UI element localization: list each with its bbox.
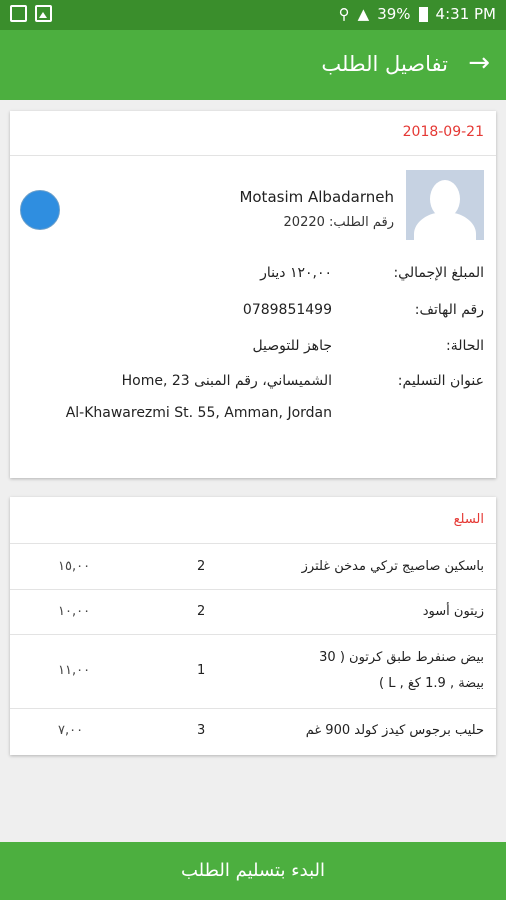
item-name: حليب برجوس كيدز كولد 900 غم [305,723,484,738]
divider [10,589,496,590]
divider [10,155,496,156]
total-label: المبلغ الإجمالي: [393,265,484,281]
phone-label: رقم الهاتف: [414,302,484,318]
item-price: ٧,٠٠ [58,723,84,738]
address-label: عنوان التسليم: [397,373,484,389]
avatar-shoulders [414,212,476,240]
item-price: ١٠,٠٠ [58,604,91,619]
start-delivery-button[interactable]: البدء بتسليم الطلب [0,842,506,900]
divider [10,543,496,544]
status-label: الحالة: [446,338,484,354]
battery-percent: 39% [377,5,411,23]
item-name: بيض صنفرط طبق كرتون ( 30 [319,650,484,665]
item-name-line2: بيضة , 1.9 كغ , L ) [379,676,484,691]
divider [10,708,496,709]
status-value: جاهز للتوصيل [252,338,332,354]
address-value: الشميساني، رقم المبنى Home, 23 [121,373,332,389]
divider [10,634,496,635]
item-quantity: 1 [197,663,206,678]
battery-icon [419,7,428,22]
image-notification-icon [35,5,52,22]
address-value-line2: Al-Khawarezmi St. 55, Amman, Jordan [65,405,332,421]
signal-icon: ▲ [357,5,370,23]
page-title: تفاصيل الطلب [321,52,448,76]
order-card [10,111,496,478]
share-notification-icon [10,5,27,22]
back-arrow-icon[interactable]: → [468,48,490,78]
item-price: ١٥,٠٠ [58,559,91,574]
item-price: ١١,٠٠ [58,663,91,678]
status-bar [0,0,506,30]
status-indicator [20,190,60,230]
notification-icons [10,5,52,22]
phone-value[interactable]: 0789851499 [242,302,332,318]
item-name: زيتون أسود [422,604,484,619]
clock: 4:31 PM [435,5,496,23]
order-number: رقم الطلب: 20220 [283,215,394,230]
order-date: 2018-09-21 [402,124,484,140]
system-icons [339,5,496,23]
item-quantity: 2 [197,559,206,574]
items-card [10,497,496,755]
item-quantity: 2 [197,604,206,619]
total-value: ١٢٠,٠٠ دينار [260,265,332,281]
item-name: باسكين صاصيج تركي مدخن غلترز [301,559,484,574]
item-quantity: 3 [197,723,206,738]
items-title: السلع [453,512,484,527]
app-bar [0,30,506,100]
location-icon: ⚲ [338,5,350,23]
customer-name: Motasim Albadarneh [239,188,394,206]
avatar [406,170,484,240]
